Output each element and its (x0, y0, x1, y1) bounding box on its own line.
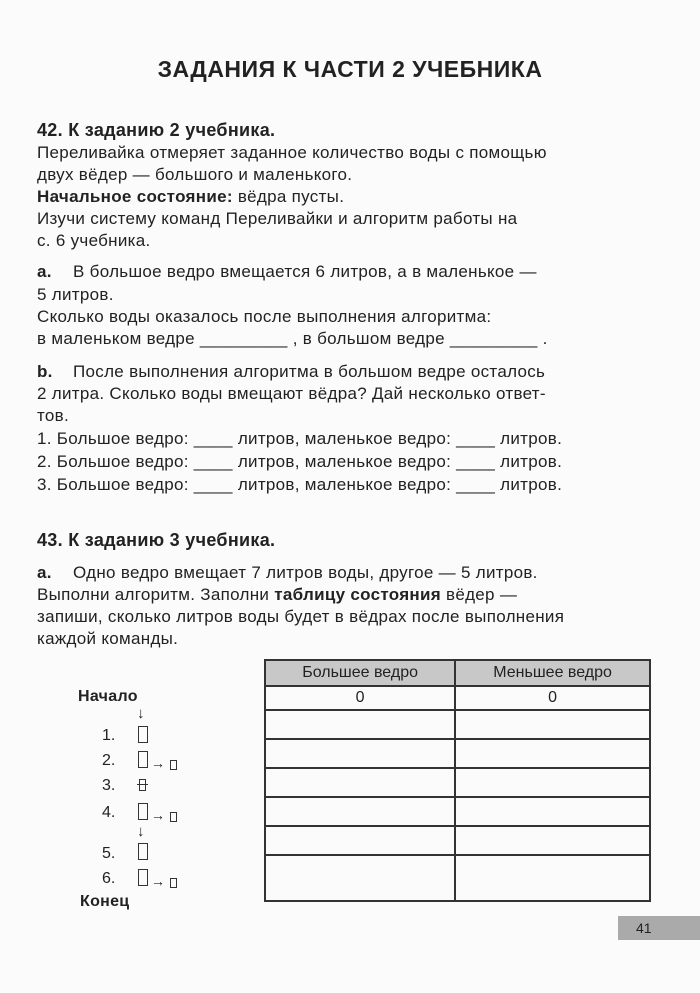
big-bucket-icon (138, 751, 148, 768)
table-cell[interactable] (455, 710, 650, 739)
fill-in-line[interactable]: в маленьком ведре _________ , в большом ведре _________ . (37, 329, 548, 348)
table-row (265, 739, 650, 768)
table-cell: 0 (265, 686, 455, 710)
task-42-heading: 42. К заданию 2 учебника. (37, 120, 276, 140)
part-a-label: a. (37, 262, 52, 281)
algorithm-start: Начало (78, 688, 138, 705)
page-number: 41 (618, 916, 700, 940)
table-cell[interactable] (265, 855, 455, 901)
pour-arrow-icon: → (151, 755, 165, 771)
state-table (264, 659, 651, 902)
step-number: 3. (102, 777, 116, 794)
algorithm-end: Конец (80, 893, 130, 910)
state-label: Начальное состояние: (37, 187, 233, 206)
big-bucket-icon (138, 726, 148, 743)
text: Выполни алгоритм. Заполни (37, 585, 275, 604)
text: В большое ведро вмещается 6 литров, а в маленькое — (73, 262, 537, 281)
big-bucket-icon (138, 803, 148, 820)
column-header: Меньшее ведро (455, 660, 650, 686)
table-cell[interactable] (265, 768, 455, 797)
text: 5 литров. (37, 285, 114, 304)
small-bucket-icon (170, 812, 177, 822)
table-row (265, 855, 650, 901)
state-value: вёдра пусты. (232, 187, 345, 206)
text: вёдер — (440, 585, 518, 604)
table-row (265, 710, 650, 739)
table-cell[interactable] (265, 797, 455, 826)
fill-arrow-icon: ↓ (137, 705, 145, 722)
empty-bucket-icon (139, 779, 146, 791)
step-number: 6. (102, 870, 116, 887)
task-43-heading: 43. К заданию 3 учебника. (37, 530, 276, 550)
page-title: ЗАДАНИЯ К ЧАСТИ 2 УЧЕБНИКА (157, 56, 543, 82)
small-bucket-icon (170, 760, 177, 770)
step-number: 5. (102, 845, 116, 862)
table-cell[interactable] (265, 710, 455, 739)
table-cell[interactable] (455, 855, 650, 901)
big-bucket-icon (138, 869, 148, 886)
table-cell[interactable] (265, 739, 455, 768)
table-cell[interactable] (455, 826, 650, 855)
step-number: 2. (102, 752, 116, 769)
part-a-label: a. (37, 563, 52, 582)
pour-arrow-icon: → (151, 873, 165, 889)
fill-arrow-icon: ↓ (137, 823, 145, 840)
step-number: 1. (102, 727, 116, 744)
text: двух вёдер — большого и маленького. (37, 165, 353, 184)
answer-line[interactable]: 1. Большое ведро: ____ литров, маленькое ведро: ____ литров. (37, 429, 563, 448)
table-cell[interactable] (455, 768, 650, 797)
table-row (265, 797, 650, 826)
text: тов. (37, 406, 70, 425)
text: 2 литра. Сколько воды вмещают вёдра? Дай несколько ответ- (37, 384, 546, 403)
pour-arrow-icon: → (151, 807, 165, 823)
text: запиши, сколько литров воды будет в вёдрах после выполнения (37, 607, 565, 626)
text: После выполнения алгоритма в большом ведре осталось (73, 362, 546, 381)
small-bucket-icon (170, 878, 177, 888)
text-bold: таблицу состояния (274, 585, 441, 604)
answer-line[interactable]: 3. Большое ведро: ____ литров, маленькое ведро: ____ литров. (37, 475, 563, 494)
table-cell[interactable] (265, 826, 455, 855)
table-row (265, 826, 650, 855)
text: с. 6 учебника. (37, 231, 151, 250)
step-number: 4. (102, 804, 116, 821)
table-row (265, 768, 650, 797)
big-bucket-icon (138, 843, 148, 860)
part-b-label: b. (37, 362, 53, 381)
table-cell: 0 (455, 686, 650, 710)
text: Изучи систему команд Переливайки и алгоритм работы на (37, 209, 518, 228)
table-cell[interactable] (455, 797, 650, 826)
text: Переливайка отмеряет заданное количество воды с помощью (37, 143, 547, 162)
text: Сколько воды оказалось после выполнения алгоритма: (37, 307, 492, 326)
answer-line[interactable]: 2. Большое ведро: ____ литров, маленькое ведро: ____ литров. (37, 452, 563, 471)
column-header: Большее ведро (265, 660, 455, 686)
table-cell[interactable] (455, 739, 650, 768)
text: каждой команды. (37, 629, 179, 648)
text: Одно ведро вмещает 7 литров воды, другое — 5 литров. (73, 563, 538, 582)
